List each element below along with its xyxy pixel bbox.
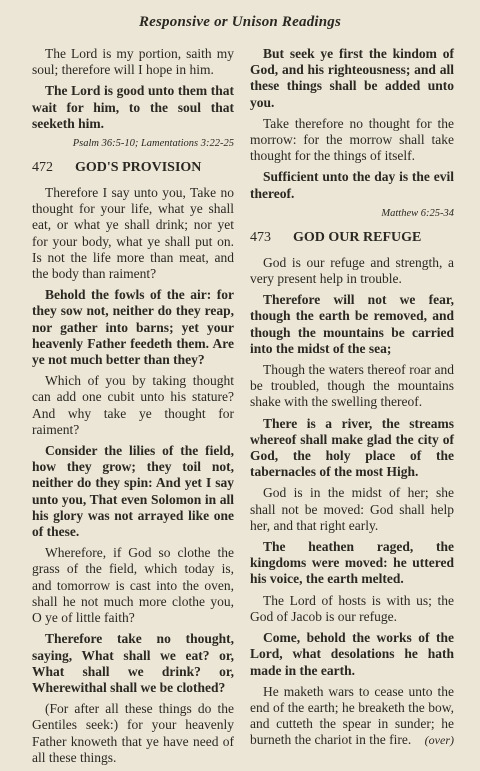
verse-472-5: Wherefore, if God so clothe the grass of the field, which today is, and tomorrow is cast into the oven, shall he not much more clothe you, O ye of little faith? [32, 545, 234, 626]
verse-473-2: Therefore will not we fear, though the earth be removed, and though the mountains be carried into the midst of the sea; [250, 292, 454, 356]
reading-title: GOD'S PROVISION [75, 160, 202, 176]
verse-473-4: There is a river, the streams whereof shall make glad the city of God, the holy place of the tabernacles of the most High. [250, 415, 454, 480]
page-header: Responsive or Unison Readings [138, 14, 342, 30]
continued-marker: (over) [424, 733, 454, 748]
verse-473-7: The Lord of hosts is with us; the God of Jacob is our refuge. [250, 592, 454, 624]
verse-473-8: Come, behold the works of the Lord, what desolations he hath made in the earth. [250, 630, 454, 678]
verse-472-2: Behold the fowls of the air: for they sow not, neither do they reap, nor gather into barns; yet your heavenly Father feedeth them. Are ye not much better than they? [32, 287, 234, 368]
cont-verse-2: Take therefore no thought for the morrow: for the morrow shall take thought for the things of itself. [250, 115, 454, 164]
intro-verse-1: The Lord is my portion, saith my soul; therefore will I hope in him. [32, 46, 234, 78]
reading-number: 472 [32, 160, 53, 176]
verse-473-9-text: He maketh wars to cease unto the end of the earth; he breaketh the bow, and cutteth the spear in sunder; he burneth the chariot in the fire. [250, 683, 454, 748]
verse-472-1: Therefore I say unto you, Take no thought for your life, what ye shall eat, or what ye shall drink; nor yet for your body, what ye shall put on. Is not the life more than meat, and the body than raiment? [32, 185, 234, 282]
reading-number: 473 [250, 229, 271, 245]
verse-473-9 [250, 684, 454, 749]
verse-473-6: The heathen raged, the kingdoms were moved: he uttered his voice, the earth melted. [250, 539, 454, 587]
reading-472-heading [32, 159, 234, 176]
verse-473-1: God is our refuge and strength, a very present help in trouble. [250, 254, 454, 287]
verse-472-3: Which of you by taking thought can add one cubit unto his stature? And why take ye thought for raiment? [32, 373, 234, 437]
verse-472-6: Therefore take no thought, saying, What shall we eat? or, What shall we drink? or, Wherewithal shall we be clothed? [32, 631, 234, 695]
left-column [32, 46, 234, 771]
reading-473-heading [250, 229, 454, 246]
verse-472-4: Consider the lilies of the field, how they grow; they toil not, neither do they spin: And yet I say unto you, That even Solomon in all his glory was not arrayed like one of these. [32, 443, 234, 540]
reading-title: GOD OUR REFUGE [293, 229, 422, 245]
intro-verse-2: The Lord is good unto them that wait for him, to the soul that seeketh him. [32, 83, 234, 131]
cont-verse-1: But seek ye first the kindom of God, and his righteousness; and all these things shall be added unto you. [250, 46, 454, 110]
verse-472-7: (For after all these things do the Gentiles seek:) for your heavenly Father knoweth that ye have need of all these things. [32, 701, 234, 765]
cont-verse-3: Sufficient unto the day is the evil thereof. [250, 169, 454, 201]
right-column [250, 46, 454, 754]
verse-473-5: God is in the midst of her; she shall not be moved: God shall help her, and that right early. [250, 485, 454, 533]
verse-473-3: Though the waters thereof roar and be troubled, though the mountains shake with the swelling thereof. [250, 362, 454, 410]
cont-citation: Matthew 6:25-34 [381, 207, 454, 219]
intro-citation: Psalm 36:5-10; Lamentations 3:22-25 [72, 138, 234, 150]
